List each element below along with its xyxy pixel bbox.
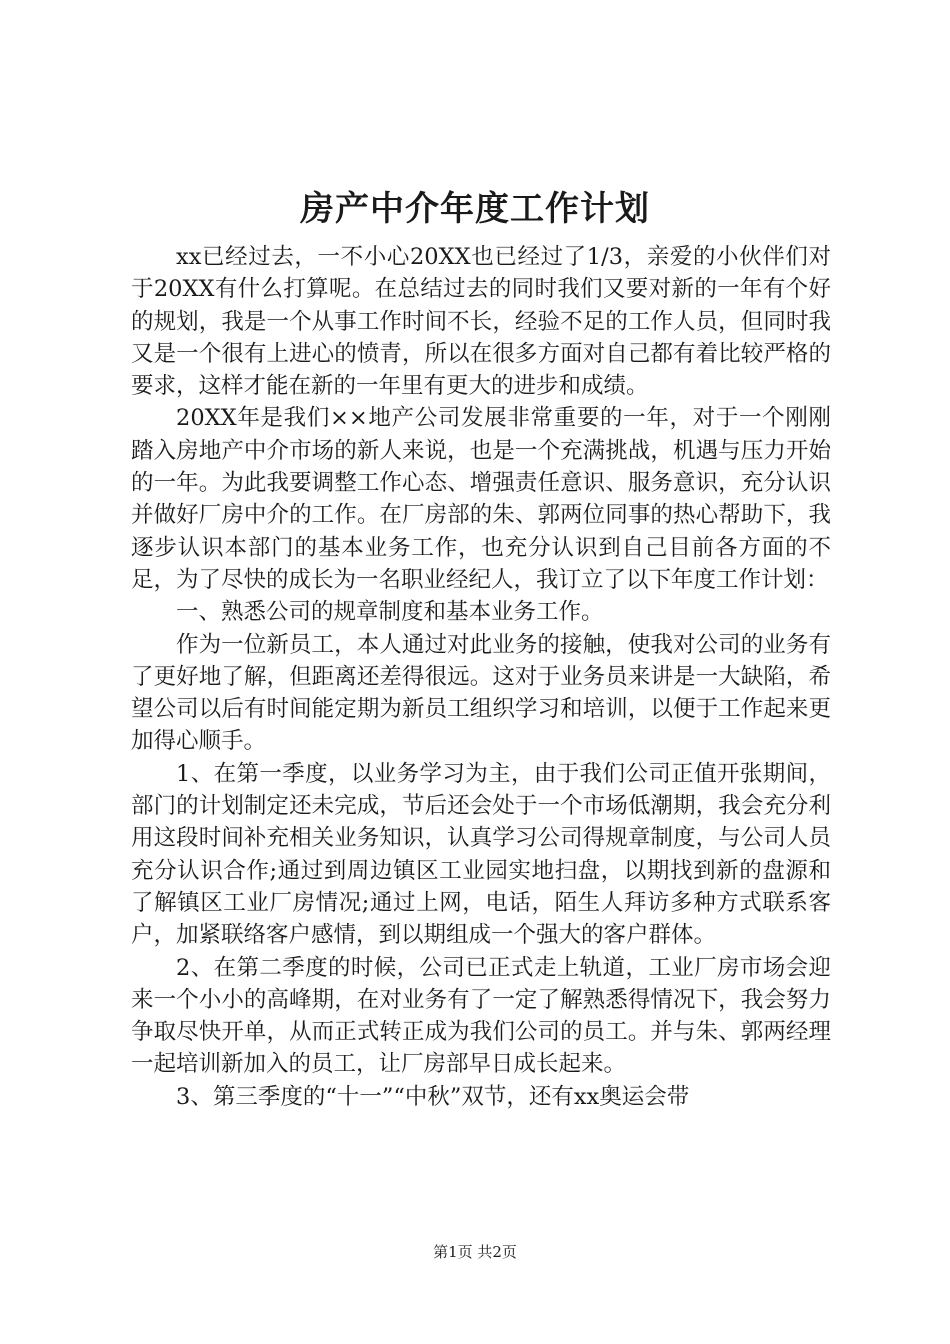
paragraph: 2、在第二季度的时候，公司已正式走上轨道，工业厂房市场会迎来一个小小的高峰期，在对业务有了一定了解熟悉得情况下，我会努力争取尽快开单，从而正式转正成为我们公司的员工。并与朱、郭两经理一起培训新加入的员工，让厂房部早日成长起来。: [131, 954, 831, 1078]
paragraph: 1、在第一季度，以业务学习为主，由于我们公司正值开张期间，部门的计划制定还未完成，节后还会处于一个市场低潮期，我会充分利用这段时间补充相关业务知识，认真学习公司得规章制度，与公司人员充分认识合作;通过到周边镇区工业园实地扫盘，以期找到新的盘源和了解镇区工业厂房情况;通过上网，电话，陌生人拜访多种方式联系客户，加紧联络客户感情，到以期组成一个强大的客户群体。: [131, 760, 831, 949]
page-number: 第1页: [433, 1243, 473, 1261]
page-footer: [0, 1240, 950, 1264]
section-heading: 一、熟悉公司的规章制度和基本业务工作。: [176, 599, 604, 626]
paragraph: 20XX年是我们××地产公司发展非常重要的一年，对于一个刚刚踏入房地产中介市场的新人来说，也是一个充满挑战，机遇与压力开始的一年。为此我要调整工作心态、增强责任意识、服务意识，充分认识并做好厂房中介的工作。在厂房部的朱、郭两位同事的热心帮助下，我逐步认识本部门的基本业务工作，也充分认识到自己目前各方面的不足，为了尽快的成长为一名职业经纪人，我订立了以下年度工作计划：: [131, 405, 831, 593]
document-body: [131, 241, 831, 1113]
paragraph: 作为一位新员工，本人通过对此业务的接触，使我对公司的业务有了更好地了解，但距离还差得很远。这对于业务员来讲是一大缺陷，希望公司以后有时间能定期为新员工组织学习和培训，以便于工作起来更加得心顺手。: [131, 631, 831, 755]
paragraph: xx已经过去，一不小心20XX也已经过了1/3，亲爱的小伙伴们对于20XX有什么打算呢。在总结过去的同时我们又要对新的一年有个好的规划，我是一个从事工作时间不长，经验不足的工作人员，但同时我又是一个很有上进心的愤青，所以在很多方面对自己都有着比较严格的要求，这样才能在新的一年里有更大的进步和成绩。: [131, 244, 831, 400]
page-total: 共2页: [477, 1243, 517, 1261]
document-title: 房产中介年度工作计划: [300, 189, 650, 229]
paragraph: 3、第三季度的“十一”“中秋”双节，还有xx奥运会带: [176, 1083, 690, 1110]
